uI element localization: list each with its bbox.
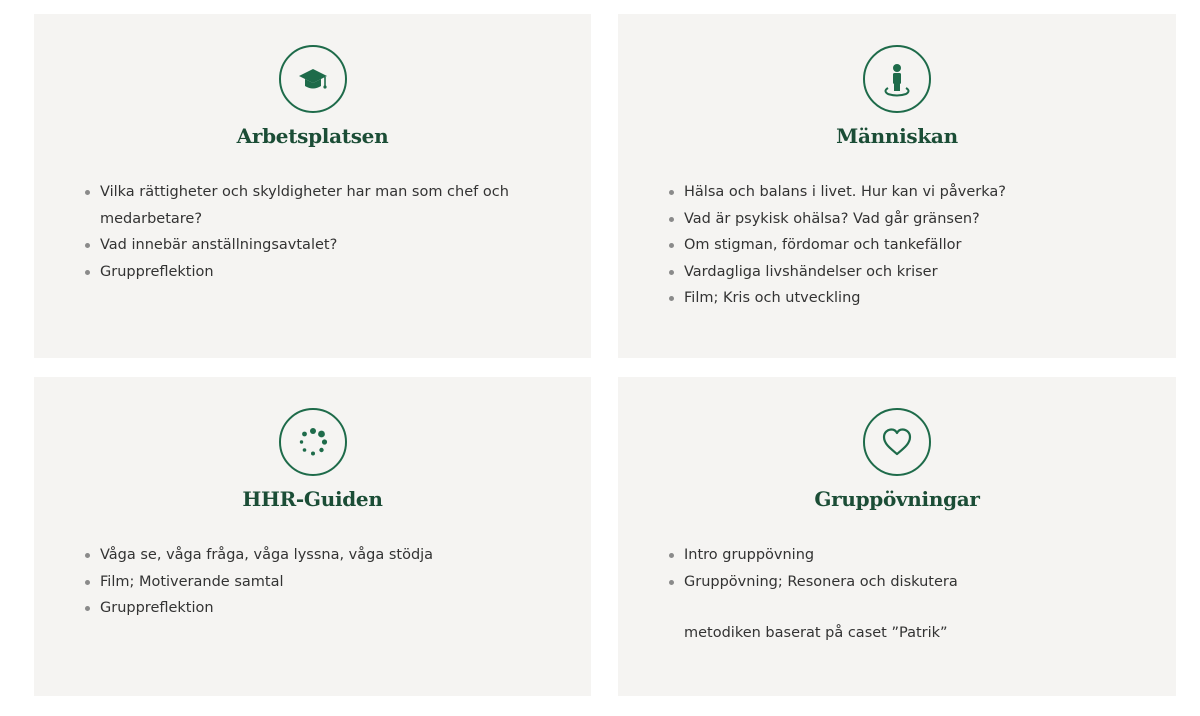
list-item: Gruppreflektion [83, 259, 530, 286]
bullet-list [667, 542, 1156, 595]
list-item: Gruppövning; Resonera och diskutera [667, 569, 1156, 596]
card-gruppovningar [618, 377, 1176, 696]
list-item: Film; Motiverande samtal [83, 569, 571, 596]
list-item: Om stigman, fördomar och tankefällor [667, 232, 1156, 259]
card-title: HHR-Guiden [242, 487, 383, 511]
card-title: Arbetsplatsen [236, 124, 389, 148]
card-hhr-guiden [34, 377, 591, 696]
card-arbetsplatsen [34, 14, 591, 358]
person-icon [863, 45, 931, 113]
list-item: Vilka rättigheter och skyldigheter har man som chef och medarbetare? [83, 179, 530, 232]
list-item: Film; Kris och utveckling [667, 285, 1156, 312]
loading-dots-icon [279, 408, 347, 476]
list-item: Våga se, våga fråga, våga lyssna, våga stödja [83, 542, 571, 569]
bullet-list [83, 179, 571, 285]
list-item: Vardagliga livshändelser och kriser [667, 259, 1156, 286]
list-item: Hälsa och balans i livet. Hur kan vi påverka? [667, 179, 1156, 206]
heart-icon [863, 408, 931, 476]
list-item: Vad innebär anställningsavtalet? [83, 232, 530, 259]
card-title: Gruppövningar [814, 487, 980, 511]
list-item: Gruppreflektion [83, 595, 571, 622]
list-item: Vad är psykisk ohälsa? Vad går gränsen? [667, 206, 1156, 233]
extra-text: metodiken baserat på caset ”Patrik” [684, 625, 948, 641]
bullet-list [83, 542, 571, 622]
graduation-cap-icon [279, 45, 347, 113]
card-manniskan [618, 14, 1176, 358]
bullet-list [667, 179, 1156, 312]
list-item: Intro gruppövning [667, 542, 1156, 569]
card-title: Människan [836, 124, 958, 148]
